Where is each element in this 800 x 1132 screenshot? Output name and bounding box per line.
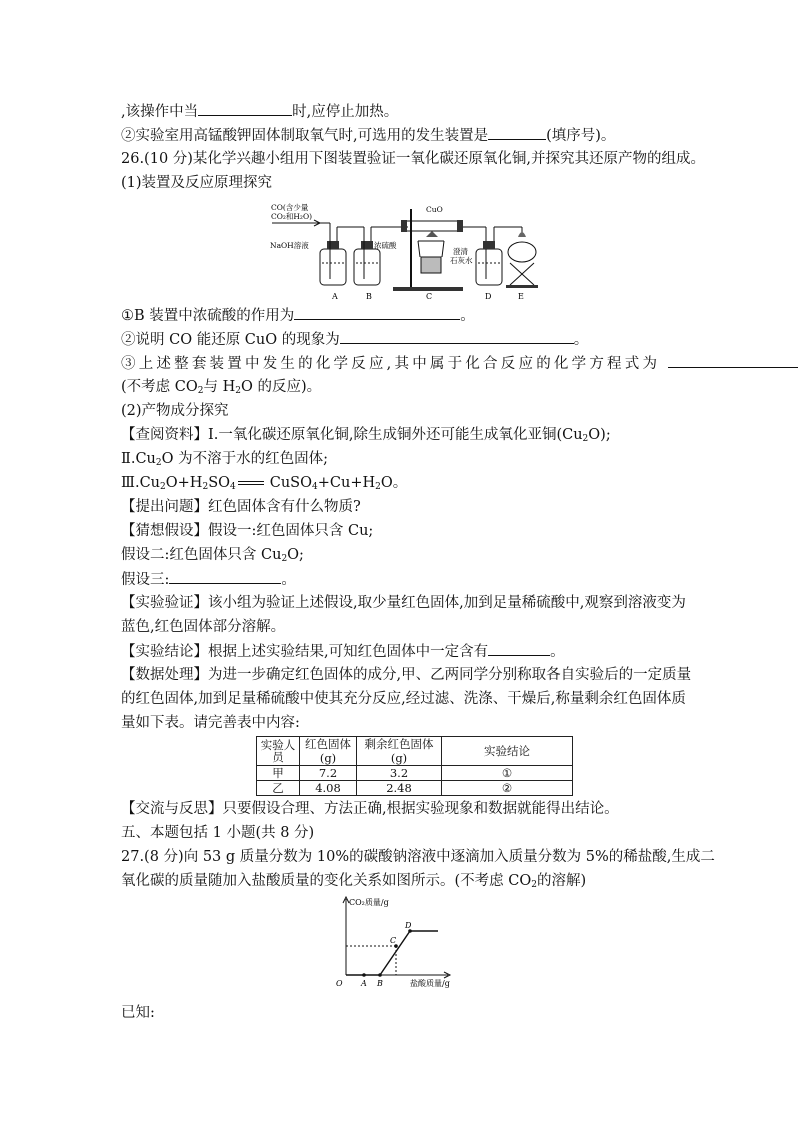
co2-graph bbox=[334, 893, 464, 990]
text: (不考虑 CO bbox=[121, 379, 198, 395]
text: CuSO bbox=[269, 475, 313, 491]
subscript: 2 bbox=[531, 880, 537, 890]
text: ②说明 CO 能还原 CuO 的现象为 bbox=[121, 332, 340, 348]
table-header: 红色固体(g) bbox=[300, 737, 357, 766]
question-co-reduce bbox=[121, 328, 588, 351]
apparatus-diagram bbox=[268, 197, 553, 302]
text: O+H bbox=[165, 475, 203, 491]
text: 。 bbox=[281, 572, 296, 588]
subscript: 2 bbox=[202, 482, 209, 492]
lime-label-1: 澄清 bbox=[453, 247, 468, 256]
text: O); bbox=[588, 427, 611, 443]
bottle-b bbox=[354, 227, 408, 285]
text: Ⅱ.Cu bbox=[121, 451, 156, 467]
table-cell: 乙 bbox=[257, 781, 300, 796]
section-2-heading: (2)产物成分探究 bbox=[121, 403, 229, 419]
data-processing-3: 量如下表。请完善表中内容: bbox=[121, 715, 300, 731]
label-c: C bbox=[426, 292, 433, 301]
reference-3 bbox=[121, 472, 407, 498]
question-26-title: 26.(10 分)某化学兴趣小组用下图装置验证一氧化碳还原氧化铜,并探究其还原产物的组成。 bbox=[121, 151, 706, 167]
gas-label-2: CO₂和H₂O) bbox=[271, 212, 313, 221]
text: 假设二:红色固体只含 Cu bbox=[121, 547, 282, 563]
subscript: 2 bbox=[582, 434, 589, 444]
label-c: C bbox=[390, 936, 397, 945]
conclusion bbox=[121, 640, 565, 663]
label-o: O bbox=[336, 979, 343, 988]
text: SO bbox=[208, 475, 231, 491]
text: 氧化碳的质量随加入盐酸质量的变化关系如图所示。(不考虑 CO bbox=[121, 873, 532, 889]
answer-blank[interactable] bbox=[488, 124, 546, 140]
reflection: 【交流与反思】只要假设合理、方法正确,根据实验现象和数据就能得出结论。 bbox=[121, 801, 619, 817]
table-header-row bbox=[257, 737, 573, 766]
table-header: 实验结论 bbox=[442, 737, 573, 766]
label-e: E bbox=[518, 292, 524, 301]
answer-blank[interactable] bbox=[294, 304, 460, 320]
subscript: 2 bbox=[155, 458, 162, 468]
table-header: 剩余红色固体(g) bbox=[357, 737, 442, 766]
table-row bbox=[257, 766, 573, 781]
question-27-line-1: 27.(8 分)向 53 g 质量分数为 10%的碳酸钠溶液中逐滴加入质量分数为 5%的稀盐酸,生成二 bbox=[121, 849, 715, 865]
known-label: 已知: bbox=[121, 1005, 155, 1021]
text: 的溶解) bbox=[536, 873, 587, 889]
text: +Cu+H bbox=[317, 475, 376, 491]
text: 。 bbox=[460, 308, 475, 324]
table-cell: 7.2 bbox=[300, 766, 357, 781]
answer-blank[interactable] bbox=[340, 328, 574, 344]
section-1-heading: (1)装置及反应原理探究 bbox=[121, 175, 273, 191]
hypothesis-2 bbox=[121, 544, 304, 570]
data-processing-2: 的红色固体,加到足量稀硫酸中使其充分反应,经过滤、洗涤、干燥后,称量剩余红色固体质 bbox=[121, 691, 686, 707]
note-ignore bbox=[121, 376, 321, 402]
section-5-heading: 五、本题包括 1 小题(共 8 分) bbox=[121, 825, 315, 841]
reference-1 bbox=[121, 424, 611, 450]
gas-label-1: CO(含少量 bbox=[271, 203, 309, 212]
table-row bbox=[257, 781, 573, 796]
table-cell: 2.48 bbox=[357, 781, 442, 796]
verification-1: 【实验验证】该小组为验证上述假设,取少量红色固体,加到足量稀硫酸中,观察到溶液变为 bbox=[121, 595, 686, 611]
alcohol-lamp-e bbox=[506, 227, 538, 288]
reference-2 bbox=[121, 448, 328, 474]
label-b: B bbox=[377, 979, 383, 988]
text: Ⅲ.Cu bbox=[121, 475, 161, 491]
lime-label-2: 石灰水 bbox=[450, 256, 473, 265]
table-cell: 3.2 bbox=[357, 766, 442, 781]
text: O 为不溶于水的红色固体; bbox=[161, 451, 329, 467]
label-d: D bbox=[405, 921, 412, 930]
answer-blank[interactable] bbox=[198, 100, 292, 116]
y-axis-label: CO₂质量/g bbox=[349, 898, 389, 907]
point-a bbox=[362, 973, 366, 977]
answer-blank[interactable] bbox=[488, 640, 550, 656]
answer-blank[interactable] bbox=[668, 352, 798, 368]
subscript: 4 bbox=[312, 482, 318, 492]
data-processing-1: 【数据处理】为进一步确定红色固体的成分,甲、乙两同学分别称取各自实验后的一定质量 bbox=[121, 667, 692, 683]
text: ②实验室用高锰酸钾固体制取氧气时,可选用的发生装置是 bbox=[121, 128, 489, 144]
text: ③上述整套装置中发生的化学反应,其中属于化合反应的化学方程式为 bbox=[121, 356, 661, 372]
text: (填序号)。 bbox=[546, 128, 616, 144]
text: 。 bbox=[573, 332, 589, 348]
point-b bbox=[378, 973, 382, 977]
acid-label: 浓硫酸 bbox=[374, 241, 397, 250]
text: O。 bbox=[380, 475, 408, 491]
text: 假设三: bbox=[121, 572, 170, 588]
table-cell: 4.08 bbox=[300, 781, 357, 796]
results-table bbox=[256, 736, 573, 796]
verification-2: 蓝色,红色固体部分溶解。 bbox=[121, 619, 286, 635]
problem-statement: 【提出问题】红色固体含有什么物质? bbox=[121, 499, 361, 515]
subscript: 2 bbox=[235, 386, 241, 396]
cuo-label: CuO bbox=[426, 205, 443, 214]
table-cell: ② bbox=[442, 781, 573, 796]
subscript: 4 bbox=[230, 482, 236, 492]
table-cell: ① bbox=[442, 766, 573, 781]
subscript: 2 bbox=[281, 554, 288, 564]
label-d: D bbox=[485, 292, 492, 301]
text: O 的反应)。 bbox=[240, 379, 322, 395]
naoh-label: NaOH溶液 bbox=[270, 241, 309, 250]
label-a: A bbox=[361, 979, 367, 988]
subscript: 2 bbox=[160, 482, 166, 492]
line-heating bbox=[121, 100, 398, 123]
text: 与 H bbox=[203, 379, 236, 395]
question-b-acid bbox=[121, 304, 475, 327]
label-b: B bbox=[366, 292, 372, 301]
line-oxygen-apparatus bbox=[121, 124, 615, 147]
text: 。 bbox=[550, 644, 565, 660]
hypothesis-3 bbox=[121, 568, 296, 591]
table-header: 实验人员 bbox=[257, 737, 300, 766]
table-cell: 甲 bbox=[257, 766, 300, 781]
text: ,该操作中当 bbox=[121, 104, 199, 120]
label-a: A bbox=[332, 292, 338, 301]
text: 【实验结论】根据上述实验结果,可知红色固体中一定含有 bbox=[121, 644, 489, 660]
text: 时,应停止加热。 bbox=[292, 104, 399, 120]
hypothesis-1: 【猜想假设】假设一:红色固体只含 Cu; bbox=[121, 523, 374, 539]
equals-sign bbox=[238, 481, 264, 485]
text: ①B 装置中浓硫酸的作用为 bbox=[121, 308, 295, 324]
answer-blank[interactable] bbox=[169, 568, 281, 584]
text: O; bbox=[287, 547, 304, 563]
text: 【查阅资料】Ⅰ.一氧化碳还原氧化铜,除生成铜外还可能生成氧化亚铜(Cu bbox=[121, 427, 583, 443]
subscript: 2 bbox=[375, 482, 381, 492]
subscript: 2 bbox=[197, 386, 204, 396]
question-combination bbox=[121, 352, 798, 375]
x-axis-label: 盐酸质量/g bbox=[410, 979, 450, 988]
